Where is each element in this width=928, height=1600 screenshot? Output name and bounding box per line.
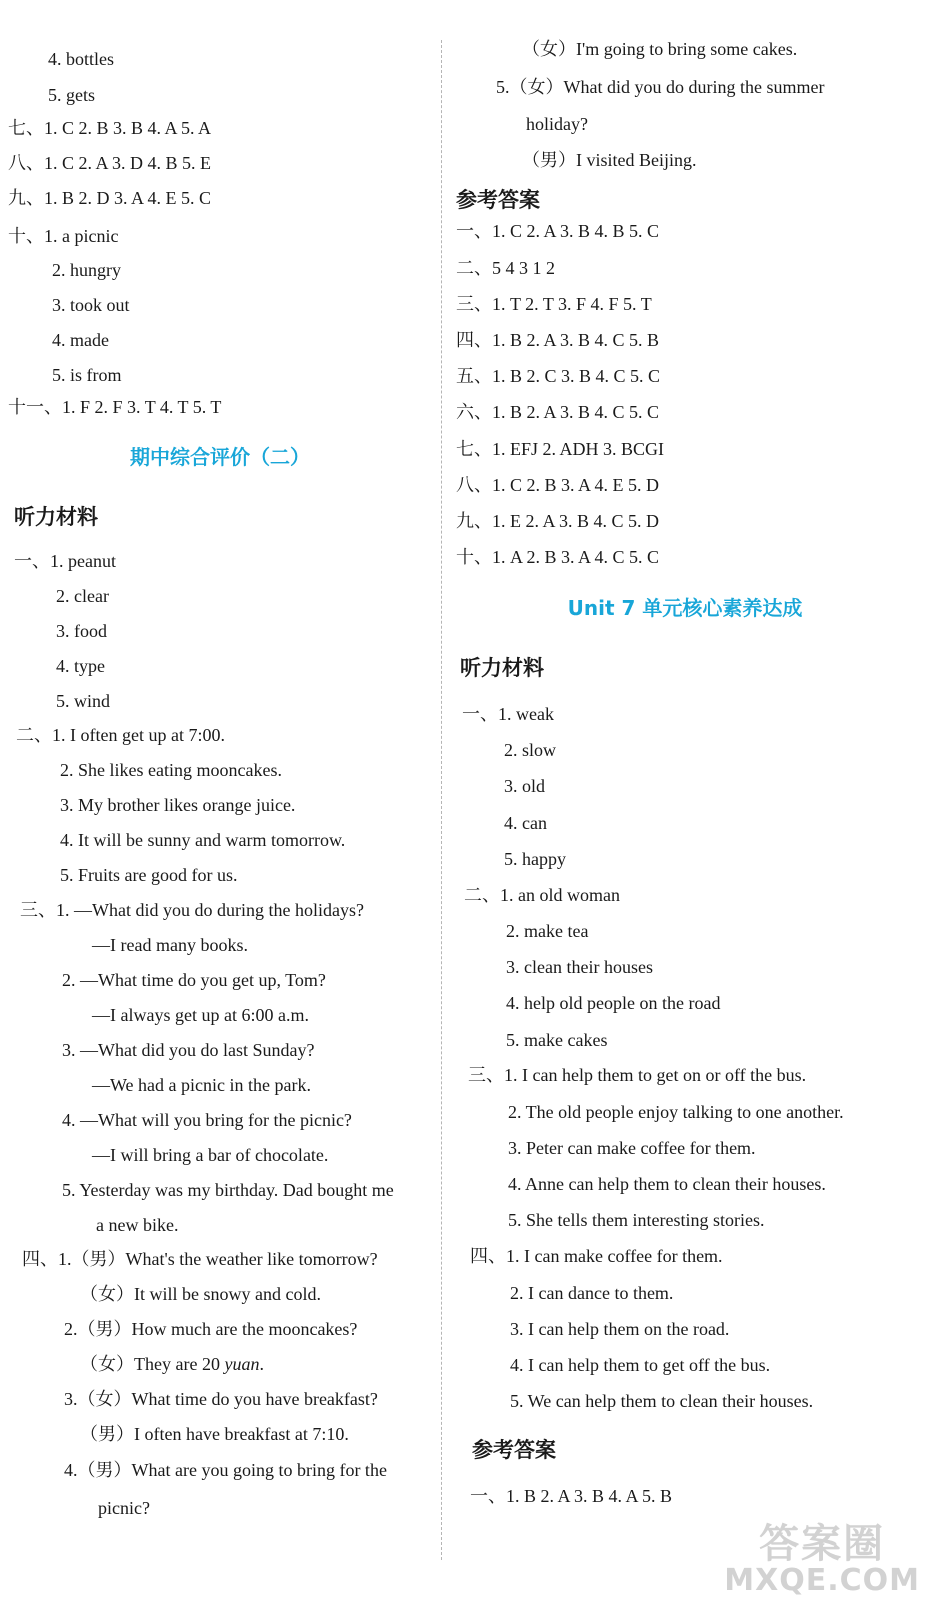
- listening-line: 2. slow: [504, 740, 557, 760]
- dialogue-line: 2.（男）How much are the mooncakes?: [64, 1319, 358, 1339]
- dialogue-line: 3. —What did you do last Sunday?: [62, 1040, 315, 1060]
- section-title: Unit 7 单元核心素养达成: [567, 596, 803, 620]
- answer-line: 七、1. C 2. B 3. B 4. A 5. A: [8, 118, 212, 138]
- listening-line: 2. She likes eating mooncakes.: [60, 760, 282, 780]
- listening-line: 四、1. I can make coffee for them.: [470, 1246, 723, 1266]
- answer-heading: 参考答案: [456, 188, 540, 212]
- dialogue-line: a new bike.: [96, 1215, 179, 1235]
- listening-line: 一、1. peanut: [14, 551, 116, 571]
- answer-line: 五、1. B 2. C 3. B 4. C 5. C: [456, 366, 661, 386]
- listening-line: 二、1. I often get up at 7:00.: [16, 725, 225, 745]
- listening-line: 5. Fruits are good for us.: [60, 865, 238, 885]
- dialogue-line: —I always get up at 6:00 a.m.: [92, 1005, 309, 1025]
- dialogue-line: （女）It will be snowy and cold.: [80, 1284, 321, 1304]
- text-line: 5. gets: [48, 85, 95, 105]
- answer-heading: 参考答案: [472, 1438, 556, 1462]
- dialogue-line: 4. —What will you bring for the picnic?: [62, 1110, 352, 1130]
- listening-line: 3. Peter can make coffee for them.: [508, 1138, 756, 1158]
- listening-line: 4. help old people on the road: [506, 993, 721, 1013]
- watermark-line: MXQE.COM: [724, 1562, 920, 1598]
- answer-line: 九、1. B 2. D 3. A 4. E 5. C: [8, 188, 212, 208]
- listening-line: 3. I can help them on the road.: [510, 1319, 730, 1339]
- answer-line: 十一、1. F 2. F 3. T 4. T 5. T: [8, 397, 222, 417]
- dialogue-line: （女）I'm going to bring some cakes.: [522, 39, 798, 59]
- dialogue-line: 三、1. —What did you do during the holidays?: [20, 900, 364, 920]
- dialogue-line: —We had a picnic in the park.: [92, 1075, 311, 1095]
- listening-line: 5. happy: [504, 849, 566, 869]
- answer-line: 四、1. B 2. A 3. B 4. C 5. B: [456, 330, 660, 350]
- listening-line: 5. make cakes: [506, 1030, 608, 1050]
- answer-line: 2. hungry: [52, 260, 121, 280]
- right-column: [450, 0, 920, 1600]
- watermark-line: 答案圈: [759, 1520, 886, 1567]
- dialogue-line: —I read many books.: [92, 935, 248, 955]
- listening-line: 5. She tells them interesting stories.: [508, 1210, 765, 1230]
- answer-line: 七、1. EFJ 2. ADH 3. BCGI: [456, 439, 665, 459]
- listening-line: 三、1. I can help them to get on or off the bus.: [468, 1065, 807, 1085]
- listening-line: 二、1. an old woman: [464, 885, 620, 905]
- section-heading: 听力材料: [460, 656, 544, 680]
- dialogue-line: holiday?: [526, 114, 588, 134]
- answer-line: 六、1. B 2. A 3. B 4. C 5. C: [456, 402, 660, 422]
- listening-line: 3. food: [56, 621, 107, 641]
- listening-line: 4. Anne can help them to clean their houses.: [508, 1174, 826, 1194]
- dialogue-line: （女）They are 20 yuan.: [80, 1354, 264, 1374]
- site-watermark: [724, 1520, 920, 1598]
- listening-line: 2. make tea: [506, 921, 589, 941]
- listening-line: 4. I can help them to get off the bus.: [510, 1355, 771, 1375]
- listening-line: 一、1. weak: [462, 704, 554, 724]
- answer-line: 3. took out: [52, 295, 130, 315]
- dialogue-line: 4.（男）What are you going to bring for the: [64, 1460, 387, 1480]
- text-line: 4. bottles: [48, 49, 114, 69]
- answer-line: 十、1. A 2. B 3. A 4. C 5. C: [456, 547, 660, 567]
- column-divider: [441, 40, 442, 1560]
- listening-line: 2. I can dance to them.: [510, 1283, 674, 1303]
- answer-line: 一、1. B 2. A 3. B 4. A 5. B: [470, 1486, 673, 1506]
- answer-line: 4. made: [52, 330, 109, 350]
- listening-line: 3. clean their houses: [506, 957, 653, 977]
- listening-line: 2. clear: [56, 586, 109, 606]
- dialogue-line: （男）I visited Beijing.: [522, 150, 697, 170]
- dialogue-line: 3.（女）What time do you have breakfast?: [64, 1389, 378, 1409]
- listening-line: 3. My brother likes orange juice.: [60, 795, 296, 815]
- listening-line: 5. wind: [56, 691, 110, 711]
- answer-line: 5. is from: [52, 365, 122, 385]
- dialogue-line: 四、1.（男）What's the weather like tomorrow?: [22, 1249, 378, 1269]
- listening-line: 4. can: [504, 813, 547, 833]
- listening-line: 2. The old people enjoy talking to one another.: [508, 1102, 844, 1122]
- answer-line: 八、1. C 2. B 3. A 4. E 5. D: [456, 475, 660, 495]
- section-title: 期中综合评价（二）: [130, 445, 310, 469]
- answer-line: 三、1. T 2. T 3. F 4. F 5. T: [456, 294, 652, 314]
- answer-line: 二、5 4 3 1 2: [456, 258, 555, 278]
- listening-line: 5. We can help them to clean their houses.: [510, 1391, 814, 1411]
- listening-line: 3. old: [504, 776, 546, 796]
- listening-line: 4. type: [56, 656, 105, 676]
- left-column: [0, 0, 440, 1600]
- section-heading: 听力材料: [14, 505, 98, 529]
- dialogue-line: —I will bring a bar of chocolate.: [92, 1145, 329, 1165]
- listening-line: 4. It will be sunny and warm tomorrow.: [60, 830, 346, 850]
- dialogue-line: 2. —What time do you get up, Tom?: [62, 970, 326, 990]
- dialogue-line: 5. Yesterday was my birthday. Dad bought me: [62, 1180, 394, 1200]
- dialogue-line: 5.（女）What did you do during the summer: [496, 77, 825, 97]
- dialogue-line: picnic?: [98, 1498, 150, 1518]
- answer-line: 九、1. E 2. A 3. B 4. C 5. D: [456, 511, 660, 531]
- dialogue-line: （男）I often have breakfast at 7:10.: [80, 1424, 349, 1444]
- answer-line: 八、1. C 2. A 3. D 4. B 5. E: [8, 153, 212, 173]
- answer-line: 十、1. a picnic: [8, 226, 119, 246]
- answer-line: 一、1. C 2. A 3. B 4. B 5. C: [456, 221, 660, 241]
